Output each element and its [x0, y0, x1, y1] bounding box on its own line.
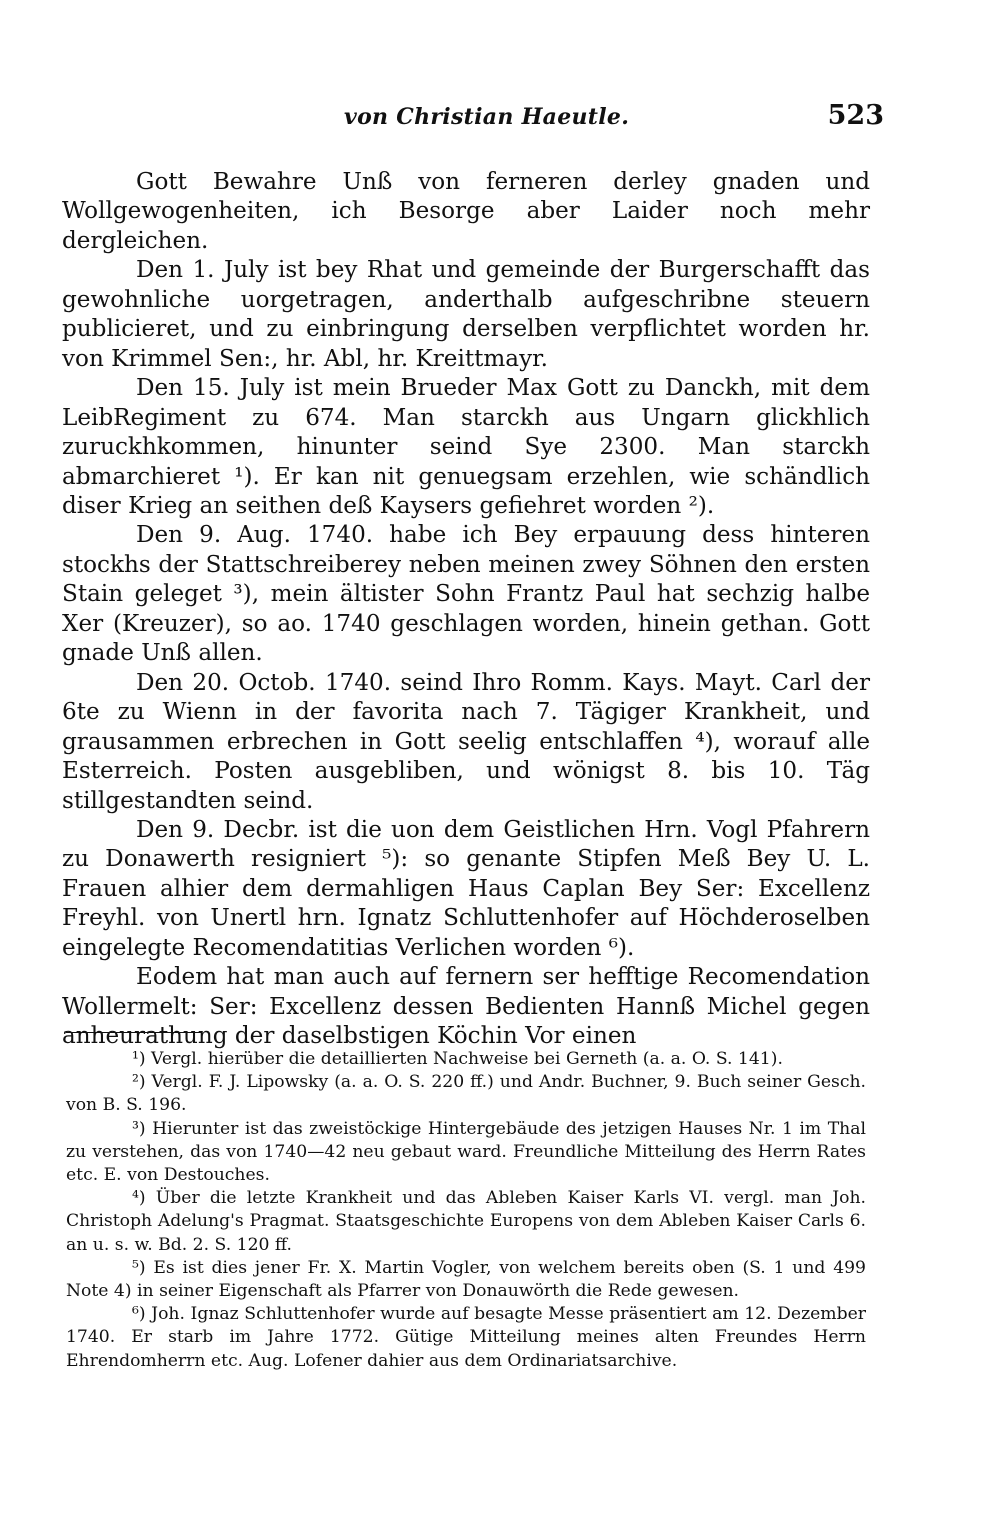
- paragraph-5: Den 20. Octob. 1740. seind Ihro Romm. Kays. Mayt. Carl der 6te zu Wienn in der favorita nach 7. Tägiger Krankheit, und grausammen erbrechen in Gott seelig entschlaffen ⁴), worauf alle Esterreich. Posten ausgebliben, und wönigst 8. bis 10. Täg stillgestandten seind.: [62, 669, 870, 814]
- main-text: [62, 168, 870, 1052]
- footnote-5: ⁵) Es ist dies jener Fr. X. Martin Vogler, von welchem bereits oben (S. 1 und 499 Note 4) in seiner Eigenschaft als Pfarrer von Donauwörth die Rede gewesen.: [66, 1257, 866, 1302]
- footnote-6: ⁶) Joh. Ignaz Schluttenhofer wurde auf besagte Messe präsentiert am 12. Dezember 1740. Er starb im Jahre 1772. Gütige Mitteilung meines alten Freundes Herrn Ehrendomherrn etc. Aug. Lofener dahier aus dem Ordinariatsarchive.: [66, 1304, 866, 1371]
- footnote-3: ³) Hierunter ist das zweistöckige Hintergebäude des jetzigen Hauses Nr. 1 im Thal zu verstehen, das von 1740—42 neu gebaut ward. Freundliche Mitteilung des Herrn Rates etc. E. von Destouches.: [66, 1118, 866, 1186]
- footnote-rule: [66, 1032, 202, 1033]
- footnote-2: ²) Vergl. F. J. Lipowsky (a. a. O. S. 220 ff.) und Andr. Buchner, 9. Buch seiner Gesch. von B. S. 196.: [66, 1072, 866, 1116]
- page-number: 523: [827, 100, 884, 131]
- paragraph-2: Den 1. July ist bey Rhat und gemeinde der Burgerschafft das gewohnliche uorgetragen, anderthalb aufgeschribne steuern publicieret, und zu einbringung derselben verpflichtet worden hr. von Krimmel Sen:, hr. Abl, hr. Kreittmayr.: [62, 257, 870, 372]
- paragraph-3: Den 15. July ist mein Brueder Max Gott zu Danckh, mit dem LeibRegiment zu 674. Man starckh aus Ungarn glickhlich zuruckhkommen, hinunter seind Sye 2300. Man starckh abmarchieret ¹). Er kan nit genuegsam erzehlen, wie schändlich diser Krieg an seithen deß Kaysers gefiehret worden ²).: [62, 375, 870, 519]
- paragraph-6: Den 9. Decbr. ist die uon dem Geistlichen Hrn. Vogl Pfahrern zu Donawerth resigniert ⁵): so genante Stipfen Meß Bey U. L. Frauen alhier dem dermahligen Haus Caplan Bey Ser: Excellenz Freyhl. von Unertl hrn. Ignatz Schluttenhofer auf Höchderoselben eingelegte Recomendatitias Verlichen worden ⁶).: [62, 816, 870, 961]
- running-head: [62, 100, 884, 140]
- running-head-title: von Christian Haeutle.: [344, 104, 630, 130]
- paragraph-7: Eodem hat man auch auf fernern ser hefftige Recomendation Wollermelt: Ser: Excellenz dessen Bedienten Hannß Michel gegen anheurathung der daselbstigen Köchin Vor einen: [62, 964, 870, 1050]
- footnotes: [66, 1048, 866, 1373]
- footnote-4: ⁴) Über die letzte Krankheit und das Ableben Kaiser Karls VI. vergl. man Joh. Christoph Adelung's Pragmat. Staatsgeschichte Europens von dem Ableben Kaiser Carls 6. an u. s. w. Bd. 2. S. 120 ff.: [66, 1188, 866, 1255]
- paragraph-4: Den 9. Aug. 1740. habe ich Bey erpauung dess hinteren stockhs der Stattschreiberey neben meinen zwey Söhnen den ersten Stain geleget ³), mein ältister Sohn Frantz Paul hat sechzig halbe Xer (Kreuzer), so ao. 1740 geschlagen worden, hinein gethan. Gott gnade Unß allen.: [62, 522, 870, 667]
- paragraph-1: Gott Bewahre Unß von ferneren derley gnaden und Wollgewogenheiten, ich Besorge aber Laider noch mehr dergleichen.: [62, 169, 870, 254]
- footnote-1: ¹) Vergl. hierüber die detaillierten Nachweise bei Gerneth (a. a. O. S. 141).: [132, 1049, 783, 1069]
